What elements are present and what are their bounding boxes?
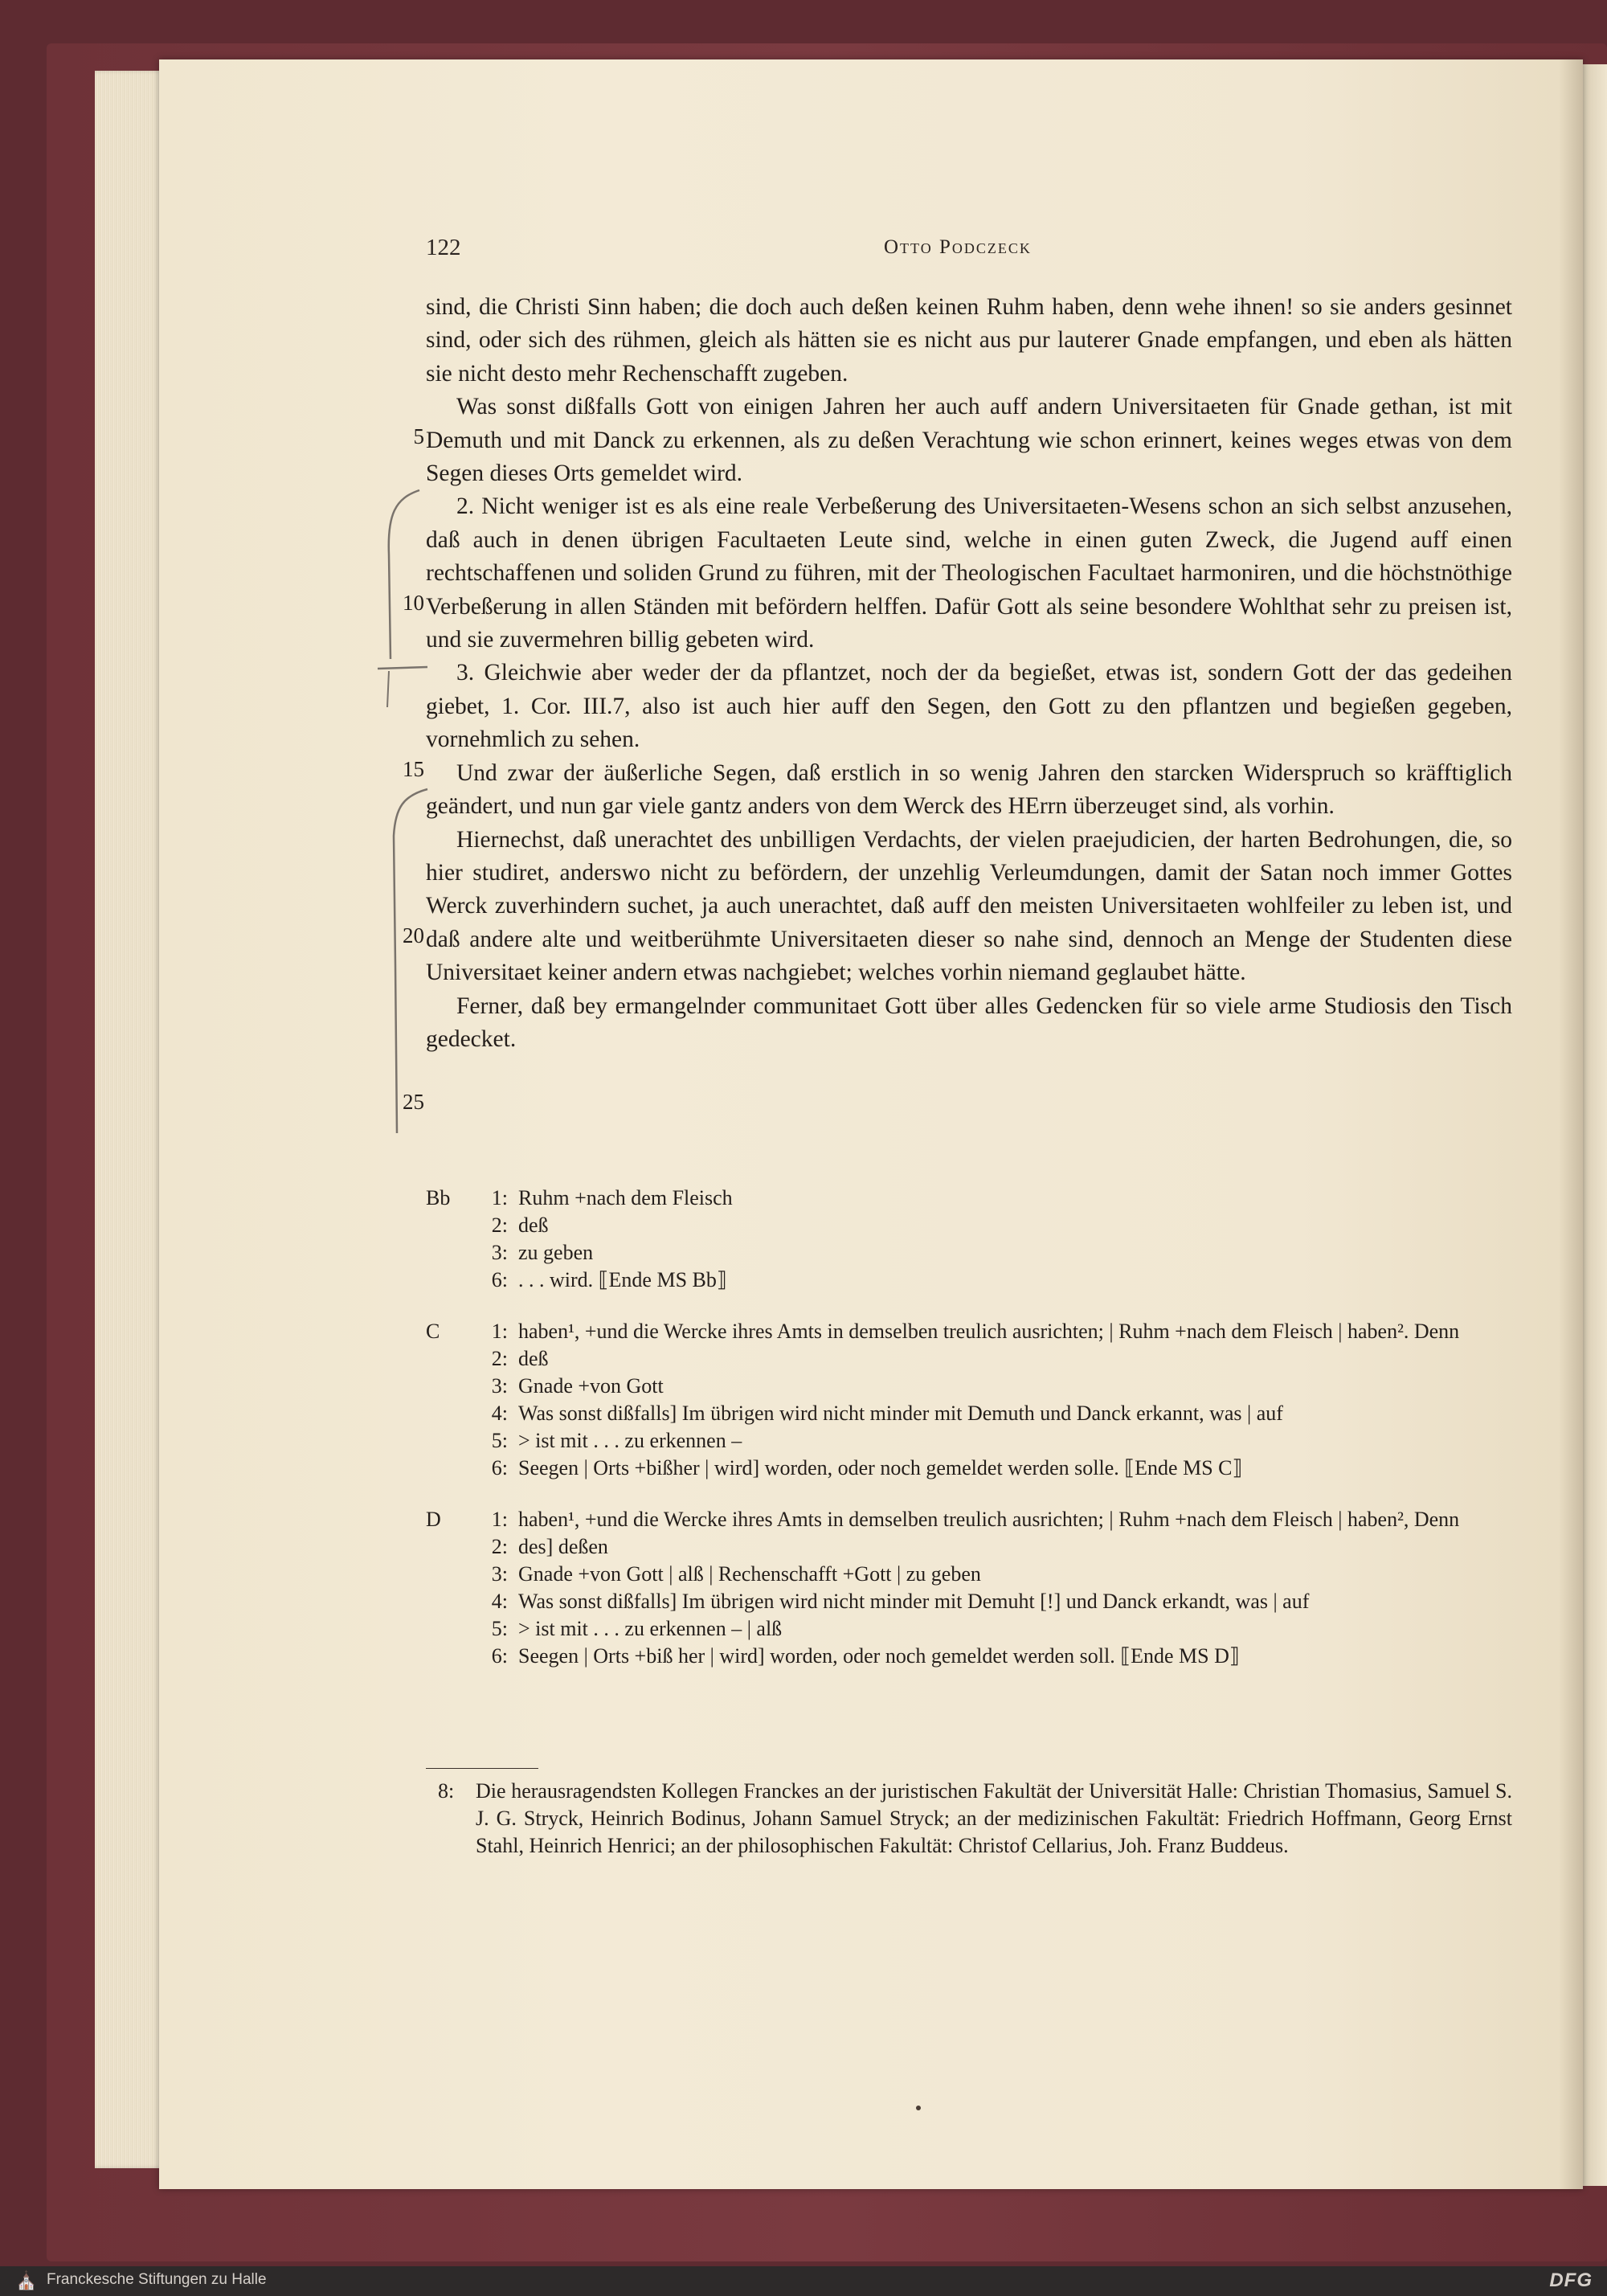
variant-line: 5: (491, 1617, 508, 1640)
variant-text: Seegen | Orts +bißher | wird] worden, oder noch gemeldet werden solle. ⟦Ende MS C⟧ (518, 1456, 1243, 1480)
variant-line: 3: (491, 1374, 508, 1398)
viewer-footer-bar (0, 2266, 1607, 2296)
variant-line: 3: (491, 1241, 508, 1264)
variant-text: > ist mit . . . zu erkennen – | alß (518, 1617, 783, 1640)
variant-entry (426, 1267, 1512, 1294)
variant-line: 6: (491, 1456, 508, 1480)
footnote-label: 8: (438, 1779, 455, 1803)
witness-block (426, 1318, 1512, 1482)
variant-line: 3: (491, 1562, 508, 1586)
line-number-5: 5 (413, 424, 424, 448)
variant-line: 2: (491, 1535, 508, 1558)
footnote (426, 1778, 1512, 1860)
variant-line: 1: (491, 1320, 508, 1343)
paragraph: Was sonst dißfalls Gott von einigen Jahren her auch auff andern Universitaeten für Gnade gethan, ist mit Demuth und mit Danck zu erkennen, als zu deßen Verachtung wie schon erinnert, keines weges etwas von dem Segen dieses Orts gemeldet wird. (426, 394, 1512, 487)
paragraph: 3. Gleichwie aber weder der da pflantzet, noch der da begießet, etwas ist, sondern Gott der das gedeihen giebet, 1. Cor. III.7, also ist auch hier auff den Segen, den Gott zu den pflantzen und begießen gegeben, vornehmlich zu sehen. (426, 660, 1512, 753)
paragraph: sind, die Christi Sinn haben; die doch auch deßen keinen Ruhm haben, denn wehe ihnen! so sie anders gesinnet sind, oder sich des rühmen, gleich als hätten sie es nicht aus pur lauterer Gnade empfangen, und eben als hätten sie nicht desto mehr Rechenschafft zugeben. (426, 294, 1512, 387)
variant-entry (426, 1643, 1512, 1670)
variant-text: deß (518, 1213, 549, 1237)
running-head (426, 235, 1535, 267)
variant-text: Was sonst dißfalls] Im übrigen wird nicht minder mit Demuht [!] und Danck erkandt, was | auf (518, 1590, 1310, 1613)
variant-apparatus (426, 1185, 1512, 1694)
variant-line: 4: (491, 1402, 508, 1425)
page-speck (916, 2106, 921, 2110)
crest-icon: ⛪ (15, 2270, 38, 2290)
line-number-25: 25 (403, 1090, 424, 1114)
header-author: Otto Podczeck (884, 236, 1032, 258)
variant-entry (426, 1239, 1512, 1267)
variant-text: Was sonst dißfalls] Im übrigen wird nicht minder mit Demuth und Danck erkannt, was | auf (518, 1402, 1283, 1425)
paragraph: Und zwar der äußerliche Segen, daß erstlich in so wenig Jahren den starcken Widerspruch so kräfftiglich geändert, und nun gar viele gantz anders von dem Werck des HErrn überzeuget sind, als vorhin. (426, 759, 1512, 820)
variant-entry (426, 1400, 1512, 1427)
variant-entry (426, 1212, 1512, 1239)
variant-line: 6: (491, 1644, 508, 1668)
footnote-rule (426, 1768, 538, 1769)
variant-line: 1: (491, 1186, 508, 1209)
variant-entry (426, 1561, 1512, 1588)
variant-entry (426, 1345, 1512, 1373)
variant-entry (426, 1533, 1512, 1561)
variant-entry (426, 1506, 1512, 1533)
variant-entry (426, 1427, 1512, 1455)
footnote-text: Die herausragendsten Kollegen Franckes an der juristischen Fakultät der Universität Halle: Christian Thomasius, Samuel S. J. G. Stryck, Heinrich Bodinus, Johann Samuel Stryck; an der medizinischen Fakultät: Friedrich Hoffmann, Georg Ernst Stahl, Heinrich Henrici; an der philosophischen Fakultät: Christof Cellarius, Joh. Franz Buddeus. (476, 1779, 1512, 1857)
variant-text: . . . wird. ⟦Ende MS Bb⟧ (518, 1268, 727, 1291)
variant-entry (426, 1318, 1512, 1345)
variant-text: des] deßen (518, 1535, 608, 1558)
variant-entry (426, 1455, 1512, 1482)
variant-line: 4: (491, 1590, 508, 1613)
variant-text: deß (518, 1347, 549, 1370)
witness-siglum: Bb (426, 1186, 451, 1209)
page-number: 122 (426, 235, 461, 260)
variant-text: zu geben (518, 1241, 594, 1264)
witness-siglum: C (426, 1320, 440, 1343)
variant-line: 5: (491, 1429, 508, 1452)
variant-text: Ruhm +nach dem Fleisch (518, 1186, 733, 1209)
variant-entry (426, 1588, 1512, 1615)
variant-line: 1: (491, 1508, 508, 1531)
variant-text: > ist mit . . . zu erkennen – (518, 1429, 742, 1452)
variant-entry (426, 1615, 1512, 1643)
main-text (426, 291, 1512, 1056)
variant-text: Gnade +von Gott | alß | Rechenschafft +Gott | zu geben (518, 1562, 981, 1586)
witness-block (426, 1506, 1512, 1670)
paragraph: Hiernechst, daß unerachtet des unbilligen Verdachts, der vielen praejudicien, der harten Bedrohungen, die, so hier studiret, anderswo nicht zu befördern, der unzehlig Verleumdungen, damit der Satan noch immer Gottes Werck zuverhindern suchet, ja auch unerachtet, daß auff den meisten Universitaeten wohlfeiler zu leben ist, und daß andere alte und weitberühmte Universitaeten dieser so nahe sind, dennoch an Menge der Studenten diese Universitaet keiner andern etwas nachgiebet; welches vorhin niemand geglaubet hätte. (426, 826, 1512, 986)
next-page-edge (1583, 64, 1607, 2186)
paragraph: Ferner, daß bey ermangelnder communitaet Gott über alles Gedencken für so viele arme Studiosis den Tisch gedecket. (426, 992, 1512, 1052)
witness-siglum: D (426, 1508, 441, 1531)
footer-brand-logo[interactable]: DFG (1549, 2269, 1593, 2291)
variant-line: 2: (491, 1347, 508, 1370)
variant-entry (426, 1373, 1512, 1400)
variant-line: 6: (491, 1268, 508, 1291)
paragraph: 2. Nicht weniger ist es als eine reale Verbeßerung des Universitaeten-Wesens schon an sich selbst anzusehen, daß auch in denen übrigen Facultaeten Leute sind, welche in einen guten Zweck, die Jugend auff einen rechtschaffenen und soliden Grund zu führen, mit der Theologischen Facultaet harmoniren, und die höchstnöthige Verbeßerung in allen Ständen mit befördern helffen. Dafür Gott als seine besondere Wohlthat sehr zu preisen ist, und sie zuvermehren billig gebeten wird. (426, 493, 1512, 653)
variant-text: haben¹, +und die Wercke ihres Amts in demselben treulich ausrichten; | Ruhm +nach dem Fleisch | haben². Denn (518, 1320, 1460, 1343)
line-number-10: 10 (403, 591, 424, 615)
variant-text: haben¹, +und die Wercke ihres Amts in demselben treulich ausrichten; | Ruhm +nach dem Fleisch | haben², Denn (518, 1508, 1460, 1531)
variant-line: 2: (491, 1213, 508, 1237)
page-gutter (1559, 59, 1583, 2189)
variant-text: Seegen | Orts +biß her | wird] worden, oder noch gemeldet werden soll. ⟦Ende MS D⟧ (518, 1644, 1240, 1668)
variant-entry (426, 1185, 1512, 1212)
line-number-15: 15 (403, 757, 424, 781)
variant-text: Gnade +von Gott (518, 1374, 664, 1398)
footer-institution-label[interactable]: Franckesche Stiftungen zu Halle (47, 2271, 267, 2288)
line-number-20: 20 (403, 923, 424, 947)
witness-block (426, 1185, 1512, 1294)
